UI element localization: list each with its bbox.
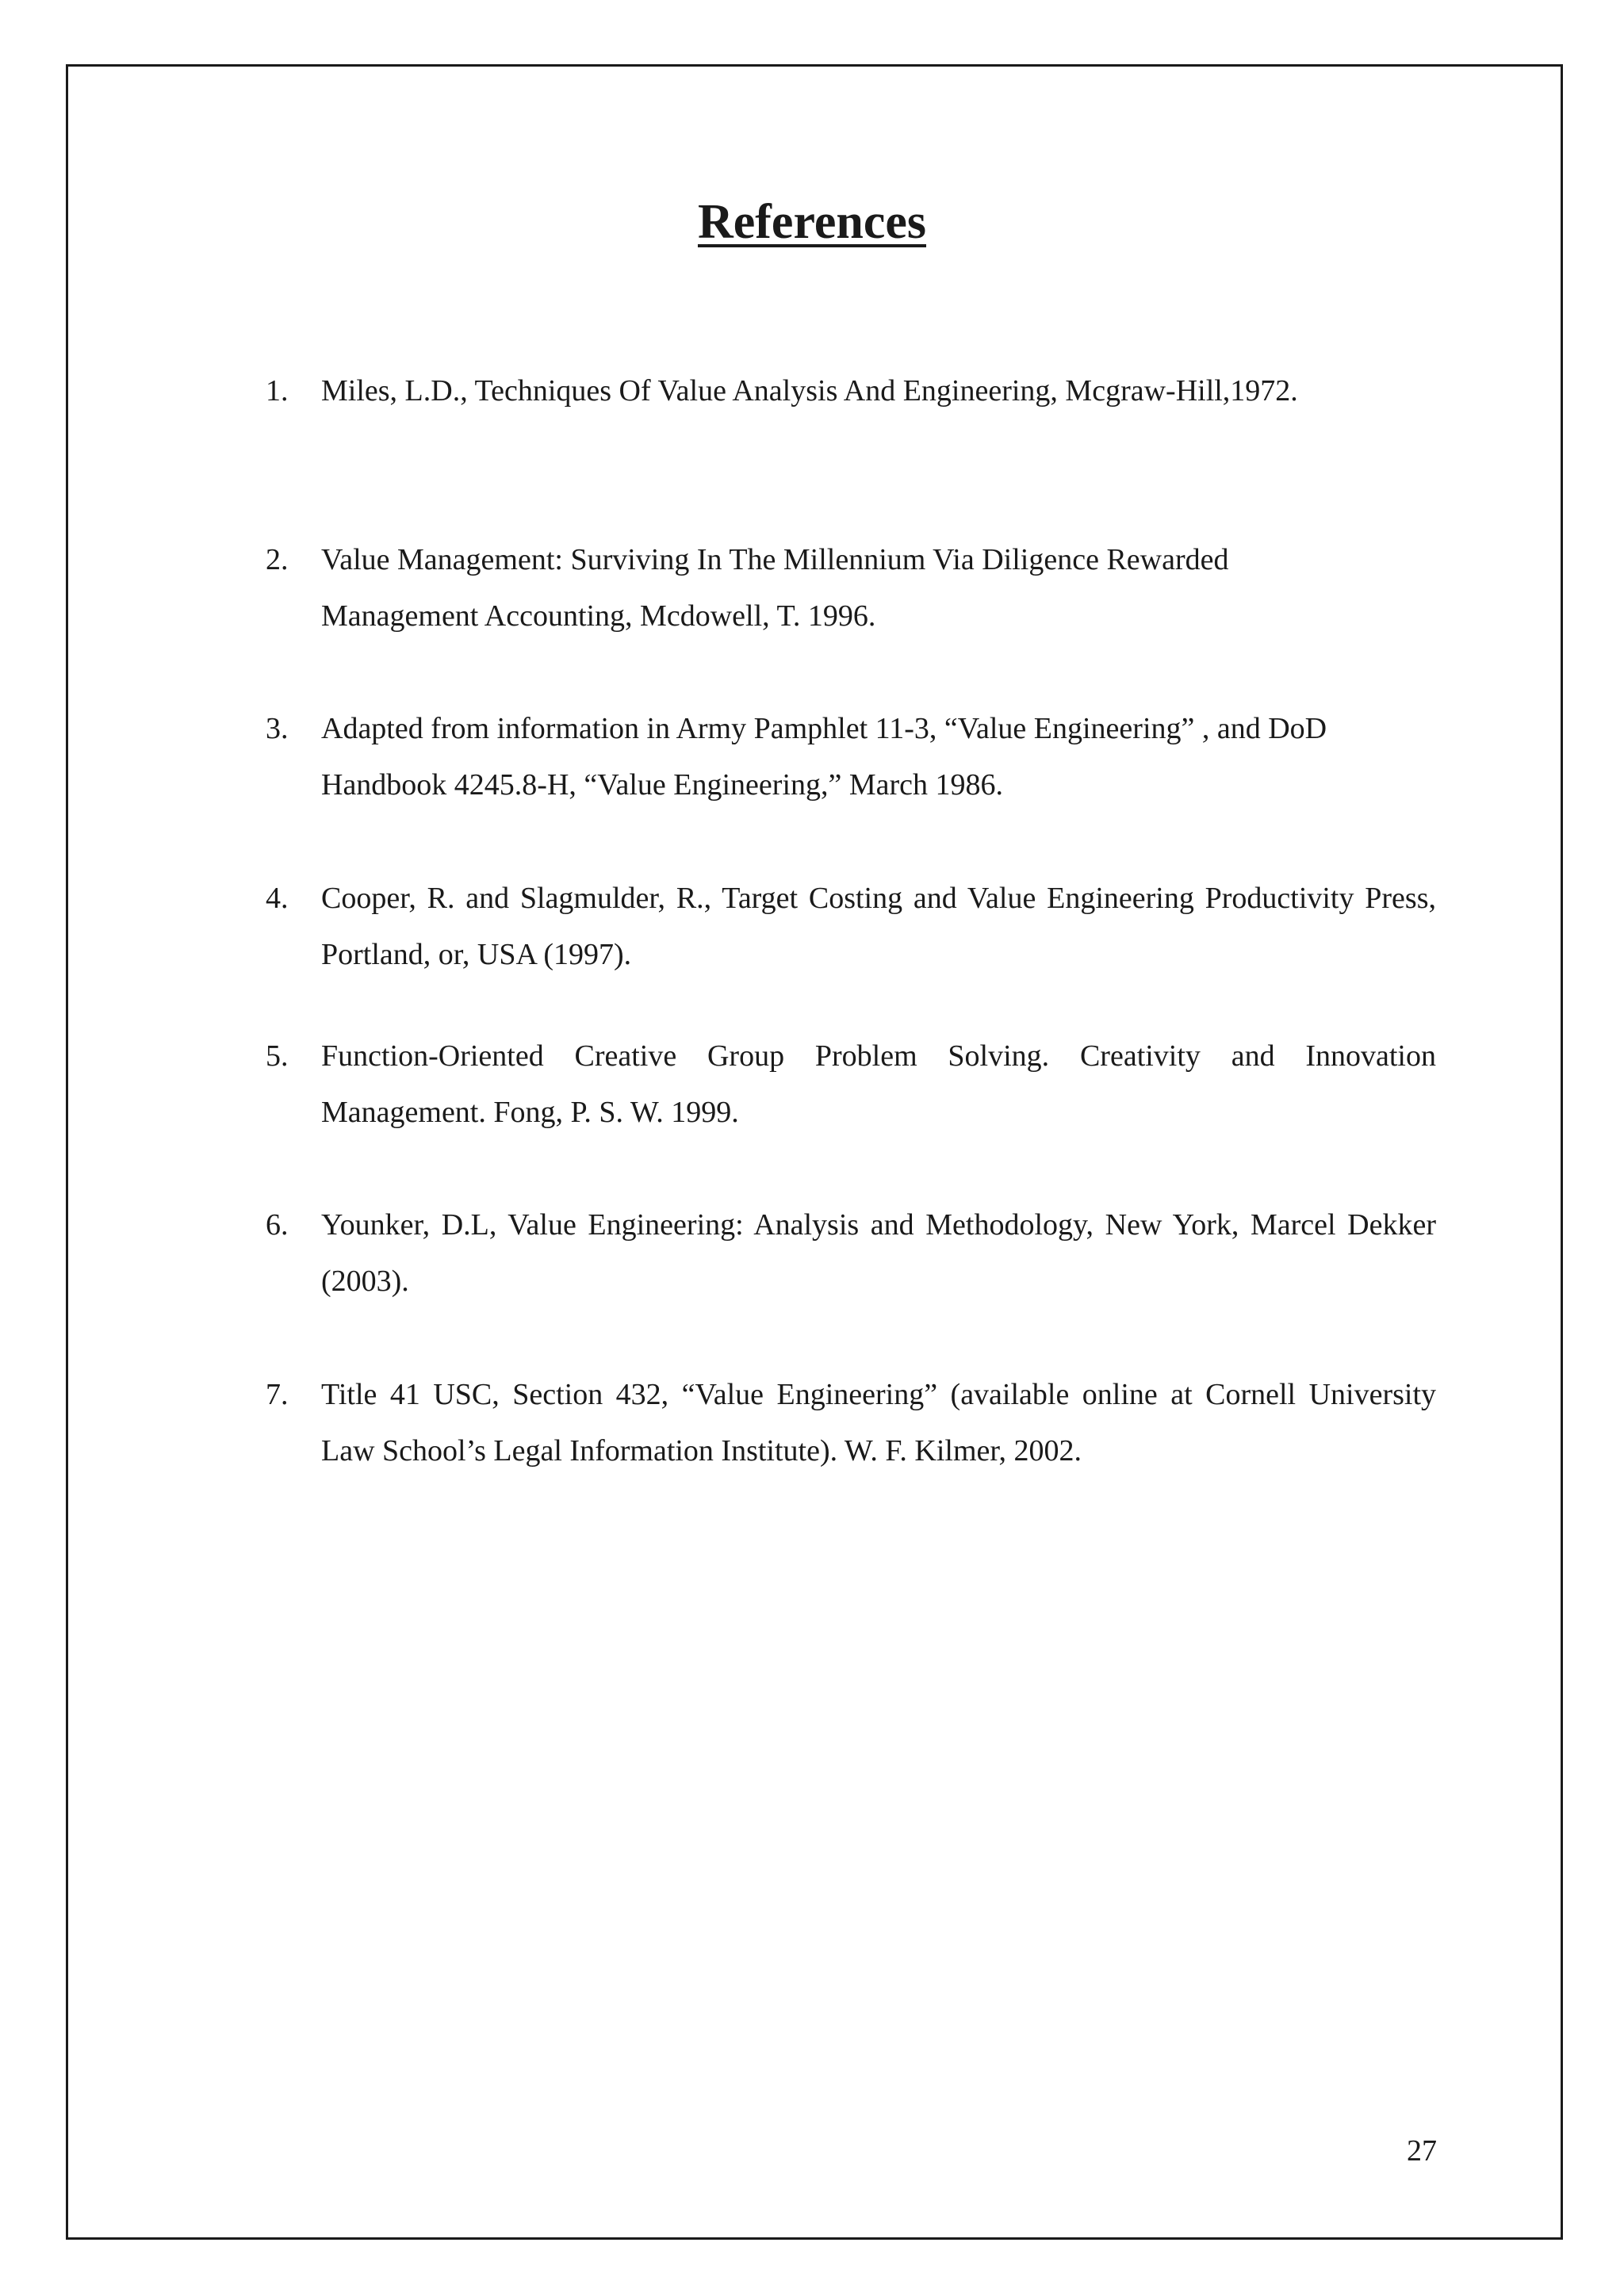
reference-text: Miles, L.D., Techniques Of Value Analysis And Engineering, Mcgraw-Hill,1972. bbox=[321, 374, 1298, 408]
reference-item-6 bbox=[266, 1197, 1436, 1310]
reference-item-2 bbox=[266, 532, 1436, 645]
reference-text: Cooper, R. and Slagmulder, R., Target Costing and Value Engineering Productivity Press, Portland, or, USA (1997). bbox=[321, 882, 1436, 971]
reference-number: 2. bbox=[266, 543, 289, 576]
reference-text: Value Management: Surviving In The Millennium Via Diligence Rewarded Management Accounting, Mcdowell, T. 1996. bbox=[321, 543, 1229, 633]
reference-number: 7. bbox=[266, 1378, 289, 1411]
reference-number: 5. bbox=[266, 1039, 289, 1073]
reference-text: Function-Oriented Creative Group Problem Solving. Creativity and Innovation Management. Fong, P. S. W. 1999. bbox=[321, 1039, 1436, 1129]
page-number: 27 bbox=[1407, 2134, 1437, 2168]
page-title-text: References bbox=[697, 195, 927, 249]
reference-number: 4. bbox=[266, 882, 289, 915]
reference-text: Younker, D.L, Value Engineering: Analysis and Methodology, New York, Marcel Dekker (2003). bbox=[321, 1208, 1436, 1298]
reference-text: Adapted from information in Army Pamphlet 11-3, “Value Engineering” , and DoD Handbook 4245.8-H, “Value Engineering,” March 1986. bbox=[321, 712, 1327, 802]
reference-item-7 bbox=[266, 1367, 1436, 1479]
reference-item-3 bbox=[266, 701, 1436, 813]
reference-item-1 bbox=[266, 363, 1436, 419]
reference-item-4 bbox=[266, 871, 1436, 983]
reference-text: Title 41 USC, Section 432, “Value Engineering” (available online at Cornell University Law School’s Legal Information Institute). W. F. Kilmer, 2002. bbox=[321, 1378, 1436, 1468]
page-title bbox=[0, 190, 1624, 254]
reference-number: 1. bbox=[266, 374, 289, 408]
reference-item-5 bbox=[266, 1028, 1436, 1141]
reference-number: 6. bbox=[266, 1208, 289, 1242]
reference-number: 3. bbox=[266, 712, 289, 745]
